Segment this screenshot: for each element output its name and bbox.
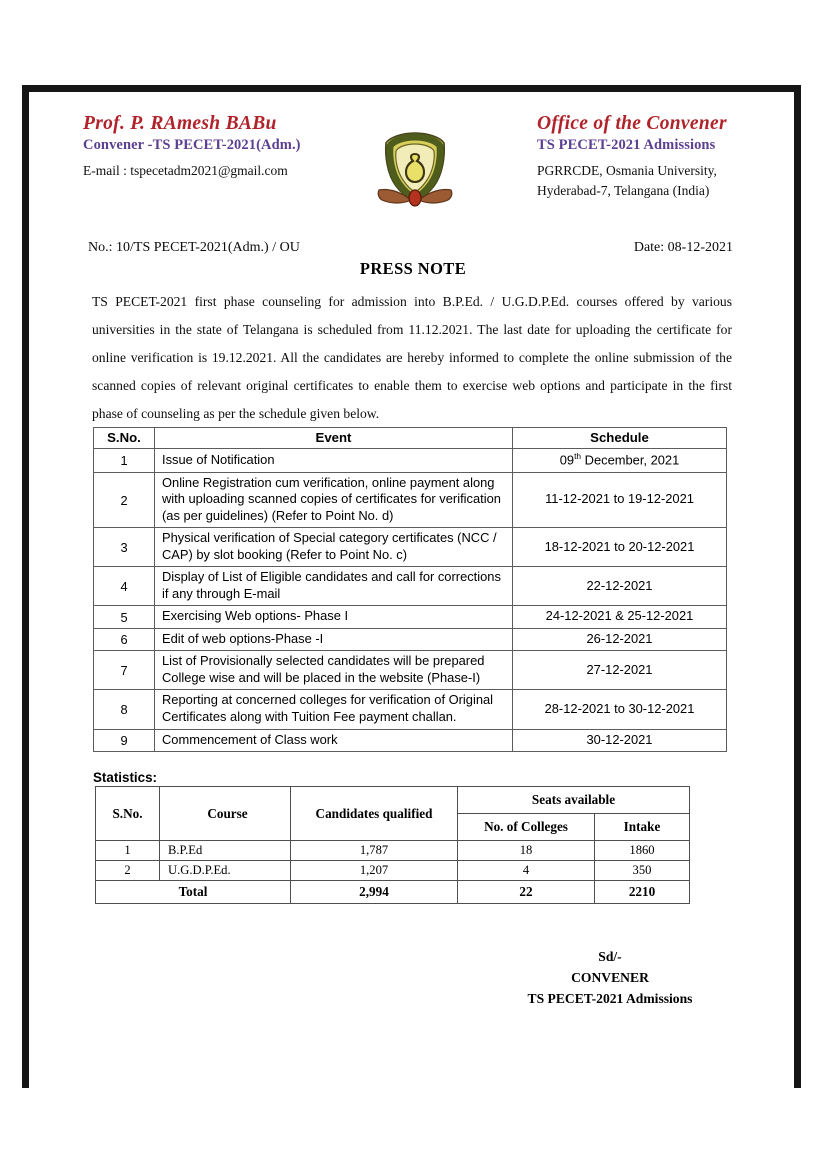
signature-designation: CONVENER <box>571 970 649 986</box>
convener-name: Prof. P. RAmesh BABu <box>83 113 277 134</box>
intro-paragraph: TS PECET-2021 first phase counseling for admission into B.P.Ed. / U.G.D.P.Ed. courses offered by various universities in the state of Telangana is scheduled from 11.12.2021. The last date for uploading the certificate for online verification is 19.12.2021. All the candidates are hereby informed to complete the online submission of the scanned copies of relevant original certificates to enable them to exercise web options and participate in the first phase of counseling as per the schedule given below. <box>92 294 732 421</box>
statistics-header-row-1 <box>96 787 690 814</box>
signature-office: TS PECET-2021 Admissions <box>527 991 693 1007</box>
reference-and-date-row <box>88 240 733 256</box>
schedule-cell-sno: 2 <box>94 472 155 528</box>
schedule-cell-sno: 5 <box>94 606 155 629</box>
stats-cell-no-of-colleges: 18 <box>458 841 595 861</box>
stats-cell-intake: 350 <box>595 861 690 881</box>
schedule-table-row <box>94 472 727 528</box>
schedule-table <box>93 427 727 752</box>
schedule-cell-schedule: 22-12-2021 <box>513 567 727 606</box>
schedule-cell-schedule: 30-12-2021 <box>513 729 727 752</box>
stats-header-sno: S.No. <box>96 787 160 841</box>
schedule-header-event: Event <box>155 428 513 449</box>
stats-total-intake: 2210 <box>595 881 690 904</box>
schedule-table-container <box>93 427 727 752</box>
stats-cell-course: B.P.Ed <box>160 841 291 861</box>
schedule-cell-schedule: 11-12-2021 to 19-12-2021 <box>513 472 727 528</box>
schedule-cell-event: Issue of Notification <box>155 449 513 473</box>
schedule-cell-schedule: 18-12-2021 to 20-12-2021 <box>513 528 727 567</box>
convener-email: E-mail : tspecetadm2021@gmail.com <box>83 162 288 178</box>
statistics-label: Statistics: <box>93 770 157 785</box>
schedule-table-row <box>94 606 727 629</box>
office-address-line-1: PGRRCDE, Osmania University, <box>537 162 717 178</box>
page-title: PRESS NOTE <box>359 259 467 278</box>
schedule-cell-schedule: 28-12-2021 to 30-12-2021 <box>513 690 727 729</box>
stats-header-seats-available: Seats available <box>458 787 690 814</box>
schedule-table-row <box>94 628 727 651</box>
office-address-line-2: Hyderabad-7, Telangana (India) <box>537 182 710 198</box>
schedule-cell-sno: 6 <box>94 628 155 651</box>
statistics-table-row <box>96 861 690 881</box>
reference-number: No.: 10/TS PECET-2021(Adm.) / OU <box>88 240 300 255</box>
stats-total-candidates-qualified: 2,994 <box>291 881 458 904</box>
schedule-table-row <box>94 651 727 690</box>
schedule-cell-event: List of Provisionally selected candidates will be prepared College wise and will be placed in the website (Phase-I) <box>155 651 513 690</box>
stats-header-candidates-qualified: Candidates qualified <box>291 787 458 841</box>
schedule-table-header-row <box>94 428 727 449</box>
schedule-cell-event: Commencement of Class work <box>155 729 513 752</box>
schedule-cell-event: Physical verification of Special category certificates (NCC / CAP) by slot booking (Refer to Point No. c) <box>155 528 513 567</box>
stats-header-intake: Intake <box>595 814 690 841</box>
convener-designation: Convener -TS PECET-2021(Adm.) <box>83 136 301 153</box>
letterhead-right-block <box>537 113 777 200</box>
stats-cell-sno: 2 <box>96 861 160 881</box>
stats-header-no-of-colleges: No. of Colleges <box>458 814 595 841</box>
document-date: Date: 08-12-2021 <box>633 240 733 255</box>
schedule-cell-schedule: 24-12-2021 & 25-12-2021 <box>513 606 727 629</box>
schedule-cell-sno: 8 <box>94 690 155 729</box>
statistics-table-row <box>96 841 690 861</box>
schedule-cell-event: Edit of web options-Phase -I <box>155 628 513 651</box>
schedule-cell-sno: 7 <box>94 651 155 690</box>
schedule-table-row <box>94 729 727 752</box>
signature-sd: Sd/- <box>598 949 622 964</box>
schedule-table-row <box>94 449 727 473</box>
stats-cell-course: U.G.D.P.Ed. <box>160 861 291 881</box>
schedule-cell-schedule: 26-12-2021 <box>513 628 727 651</box>
schedule-cell-sno: 4 <box>94 567 155 606</box>
schedule-header-sno: S.No. <box>94 428 155 449</box>
stats-cell-sno: 1 <box>96 841 160 861</box>
schedule-header-schedule: Schedule <box>513 428 727 449</box>
statistics-table-container <box>95 786 690 904</box>
statistics-table <box>95 786 690 904</box>
schedule-cell-sno: 9 <box>94 729 155 752</box>
osmania-university-emblem-icon <box>373 128 457 214</box>
schedule-cell-schedule: 09th December, 2021 <box>513 449 727 473</box>
schedule-table-body <box>94 449 727 752</box>
schedule-table-row <box>94 528 727 567</box>
schedule-cell-schedule: 27-12-2021 <box>513 651 727 690</box>
stats-cell-no-of-colleges: 4 <box>458 861 595 881</box>
signature-block <box>460 946 760 1009</box>
stats-cell-candidates-qualified: 1,207 <box>291 861 458 881</box>
statistics-total-row <box>96 881 690 904</box>
stats-header-course: Course <box>160 787 291 841</box>
schedule-cell-sno: 1 <box>94 449 155 473</box>
schedule-cell-event: Online Registration cum verification, online payment along with uploading scanned copies of certificates for verification (as per guidelines) (Refer to Point No. d) <box>155 472 513 528</box>
admissions-subheading: TS PECET-2021 Admissions <box>537 136 716 153</box>
schedule-cell-sno: 3 <box>94 528 155 567</box>
schedule-table-row <box>94 567 727 606</box>
stats-cell-candidates-qualified: 1,787 <box>291 841 458 861</box>
statistics-table-body <box>96 841 690 904</box>
schedule-cell-event: Display of List of Eligible candidates and call for corrections if any through E-mail <box>155 567 513 606</box>
schedule-cell-event: Reporting at concerned colleges for verification of Original Certificates along with Tuition Fee payment challan. <box>155 690 513 729</box>
stats-cell-intake: 1860 <box>595 841 690 861</box>
schedule-table-row <box>94 690 727 729</box>
stats-total-label: Total <box>96 881 291 904</box>
office-heading: Office of the Convener <box>537 113 727 134</box>
stats-total-no-of-colleges: 22 <box>458 881 595 904</box>
letterhead-left-block <box>83 113 373 180</box>
schedule-cell-event: Exercising Web options- Phase I <box>155 606 513 629</box>
